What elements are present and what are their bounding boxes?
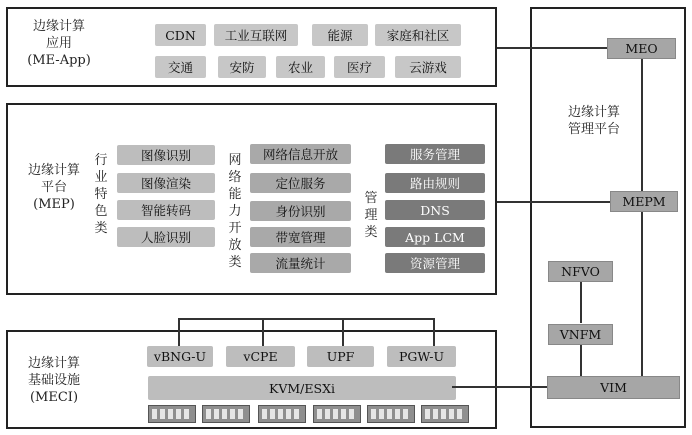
management-platform-title: 边缘计算 管理平台 bbox=[567, 105, 620, 137]
app-chip-agriculture: 农业 bbox=[276, 56, 325, 78]
management-category-label: 管理类 bbox=[364, 191, 378, 240]
network-category-label: 网络能力开放类 bbox=[228, 153, 242, 270]
vnf-bus-line bbox=[178, 318, 435, 320]
network-chip-location-service: 定位服务 bbox=[250, 173, 351, 193]
app-chip-home-community: 家庭和社区 bbox=[375, 24, 461, 46]
mep-title: 边缘计算 平台 (MEP) bbox=[27, 163, 80, 212]
industry-chip-face-recognition: 人脸识别 bbox=[117, 227, 215, 247]
app-chip-security: 安防 bbox=[218, 56, 266, 78]
app-to-meo-line bbox=[497, 47, 607, 49]
mepm-node: MEPM bbox=[610, 191, 678, 212]
mgmt-chip-routing-rules: 路由规则 bbox=[385, 173, 485, 193]
vnf-drop-4 bbox=[433, 318, 435, 346]
app-chip-industrial-internet: 工业互联网 bbox=[214, 24, 298, 46]
nfvo-node: NFVO bbox=[548, 261, 613, 282]
industry-category-label: 行业特色类 bbox=[94, 153, 108, 236]
meo-node: MEO bbox=[607, 38, 676, 59]
mgmt-chip-resource-management: 资源管理 bbox=[385, 253, 485, 273]
mgmt-chip-dns: DNS bbox=[385, 200, 485, 220]
vnf-chip-vcpe: vCPE bbox=[226, 346, 295, 367]
app-chip-cloud-gaming: 云游戏 bbox=[395, 56, 461, 78]
industry-chip-image-rendering: 图像渲染 bbox=[117, 173, 215, 193]
me-app-title: 边缘计算 应用 (ME-App) bbox=[27, 19, 91, 68]
network-chip-traffic-stats: 流量统计 bbox=[250, 253, 351, 273]
meci-title: 边缘计算 基础设施 (MECI) bbox=[27, 356, 80, 405]
server-icon bbox=[421, 405, 469, 423]
mep-to-mepm-line bbox=[497, 201, 610, 203]
vnf-drop-1 bbox=[178, 318, 180, 346]
app-chip-cdn: CDN bbox=[155, 24, 206, 46]
vnf-chip-vbng-u: vBNG-U bbox=[147, 346, 213, 367]
vnf-drop-2 bbox=[262, 318, 264, 346]
server-icon bbox=[313, 405, 361, 423]
server-icon bbox=[148, 405, 196, 423]
network-chip-info-exposure: 网络信息开放 bbox=[250, 144, 351, 164]
vnfm-node: VNFM bbox=[548, 324, 613, 345]
app-chip-energy: 能源 bbox=[312, 24, 368, 46]
app-chip-medical: 医疗 bbox=[334, 56, 385, 78]
meo-to-mepm-line bbox=[641, 58, 643, 192]
kvm-esxi-bar: KVM/ESXi bbox=[148, 376, 456, 400]
nfvo-to-vnfm-line bbox=[580, 282, 582, 323]
network-chip-identity: 身份识别 bbox=[250, 201, 351, 221]
vim-node: VIM bbox=[547, 376, 680, 399]
server-icon bbox=[367, 405, 415, 423]
server-icon bbox=[258, 405, 306, 423]
industry-chip-image-recognition: 图像识别 bbox=[117, 145, 215, 165]
vnfm-to-vim-line bbox=[580, 345, 582, 377]
industry-chip-smart-transcoding: 智能转码 bbox=[117, 200, 215, 220]
meci-to-vim-line bbox=[452, 386, 547, 388]
server-icon bbox=[202, 405, 250, 423]
mepm-to-vim-line bbox=[641, 212, 643, 377]
mgmt-chip-service-management: 服务管理 bbox=[385, 144, 485, 164]
management-platform-panel bbox=[530, 7, 686, 428]
network-chip-bandwidth: 带宽管理 bbox=[250, 227, 351, 247]
vnf-chip-pgw-u: PGW-U bbox=[387, 346, 456, 367]
vnf-chip-upf: UPF bbox=[307, 346, 374, 367]
app-chip-transport: 交通 bbox=[155, 56, 206, 78]
mgmt-chip-app-lcm: App LCM bbox=[385, 227, 485, 247]
vnf-drop-3 bbox=[342, 318, 344, 346]
